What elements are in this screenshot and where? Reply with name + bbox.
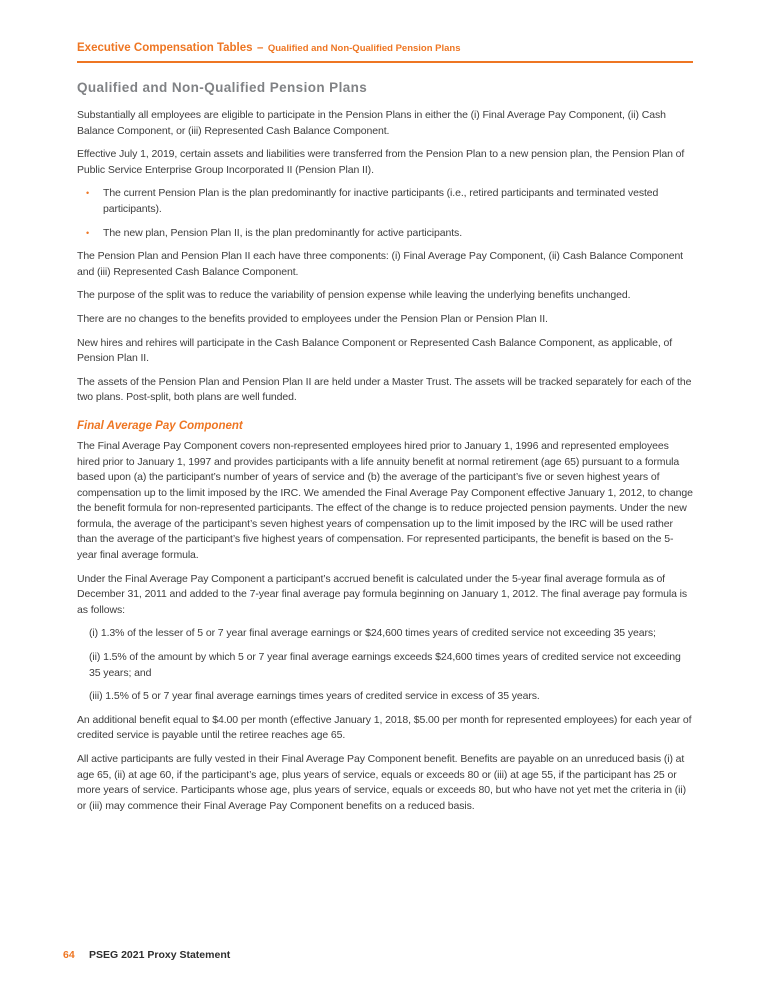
paragraph: There are no changes to the benefits provided to employees under the Pension Plan or Pension Plan II. <box>77 312 548 325</box>
formula-item: (ii) 1.5% of the amount by which 5 or 7 year final average earnings exceeds $24,600 times years of credited service not exceeding 35 years; and <box>89 651 681 679</box>
formula-item: (iii) 1.5% of 5 or 7 year final average earnings times years of credited service in excess of 35 years. <box>89 690 540 703</box>
list-item-text: The current Pension Plan is the plan predominantly for inactive participants (i.e., retired participants and terminated vested participants). <box>103 187 659 215</box>
formula-item: (i) 1.3% of the lesser of 5 or 7 year final average earnings or $24,600 times years of credited service not exceeding 35 years; <box>89 627 656 640</box>
header-divider <box>77 61 693 63</box>
paragraph: Effective July 1, 2019, certain assets and liabilities were transferred from the Pension Plan to a new pension plan, the Pension Plan of Public Service Enterprise Group Incorporated II (Pension Plan II). <box>77 148 685 176</box>
breadcrumb <box>77 40 693 56</box>
paragraph: The purpose of the split was to reduce the variability of pension expense while leaving the underlying benefits unchanged. <box>77 289 631 302</box>
footer-label: PSEG 2021 Proxy Statement <box>89 949 231 961</box>
list-item <box>77 226 693 242</box>
paragraph: The Final Average Pay Component covers non-represented employees hired prior to January 1, 1996 and represented employees hired prior to January 1, 1997 and provides participants with a life annuity benefit at normal retirement (age 65) pursuant to a formula based upon (a) the participant’s number of years of service and (b) the average of the participant’s five or seven highest years of compensation up to the limit imposed by the IRC. We amended the Final Average Pay Component effective January 1, 2012, to change the benefit formula for non-represented participants. The effect of the change is to reduce projected pension payments. Under the new formula, the average of the participant’s seven highest years of compensation up to the limit imposed by the IRC will be used rather than the average of the participant’s five highest years of compensation. For represented participants, the benefit is based on the 5-year final average formula. <box>77 439 693 562</box>
paragraph: Substantially all employees are eligible to participate in the Pension Plans in either the (i) Final Average Pay Component, (ii) Cash Balance Component, or (iii) Represented Cash Balance Component. <box>77 109 666 137</box>
paragraph: All active participants are fully vested in their Final Average Pay Component benefit. Benefits are payable on an unreduced basis (i) at age 65, (ii) at age 60, if the participant’s age, plus years of service, equals or exceeds 80 or (iii) at age 55, if the participant has 25 or more years of service. Participants whose age, plus years of service, equals or exceeds 80, but who have not yet met the criteria in (ii) or (iii) may commence their Final Average Pay Component benefits on a reduced basis. <box>77 753 687 812</box>
page-footer <box>63 948 230 962</box>
paragraph: The Pension Plan and Pension Plan II each have three components: (i) Final Average Pay Component, (ii) Cash Balance Component and (iii) Represented Cash Balance Component. <box>77 250 684 278</box>
bullet-list <box>77 186 693 241</box>
page-title: Qualified and Non-Qualified Pension Plans <box>77 80 368 95</box>
bullet-icon: • <box>86 227 90 238</box>
section-subheading: Final Average Pay Component <box>77 419 243 432</box>
paragraph: An additional benefit equal to $4.00 per month (effective January 1, 2018, $5.00 per month for represented employees) for each year of credited service is payable until the retiree reaches age 65. <box>77 713 692 742</box>
list-item <box>77 186 693 217</box>
paragraph: Under the Final Average Pay Component a participant’s accrued benefit is calculated under the 5-year final average formula as of December 31, 2011 and added to the 7-year final average pay formula beginning on January 1, 2012. The final average pay formula is as follows: <box>77 572 688 616</box>
list-item-text: The new plan, Pension Plan II, is the plan predominantly for active participants. <box>103 226 463 239</box>
breadcrumb-subsection: Qualified and Non-Qualified Pension Plans <box>267 43 461 54</box>
breadcrumb-section: Executive Compensation Tables <box>77 42 253 54</box>
paragraph: The assets of the Pension Plan and Pension Plan II are held under a Master Trust. The assets will be tracked separately for each of the two plans. Post-split, both plans are well funded. <box>77 375 692 404</box>
bullet-icon: • <box>86 188 90 199</box>
page-number: 64 <box>63 949 75 961</box>
page-content <box>77 40 693 822</box>
breadcrumb-separator: – <box>257 42 264 54</box>
paragraph: New hires and rehires will participate in the Cash Balance Component or Represented Cash Balance Component, as applicable, of Pension Plan II. <box>77 336 673 365</box>
